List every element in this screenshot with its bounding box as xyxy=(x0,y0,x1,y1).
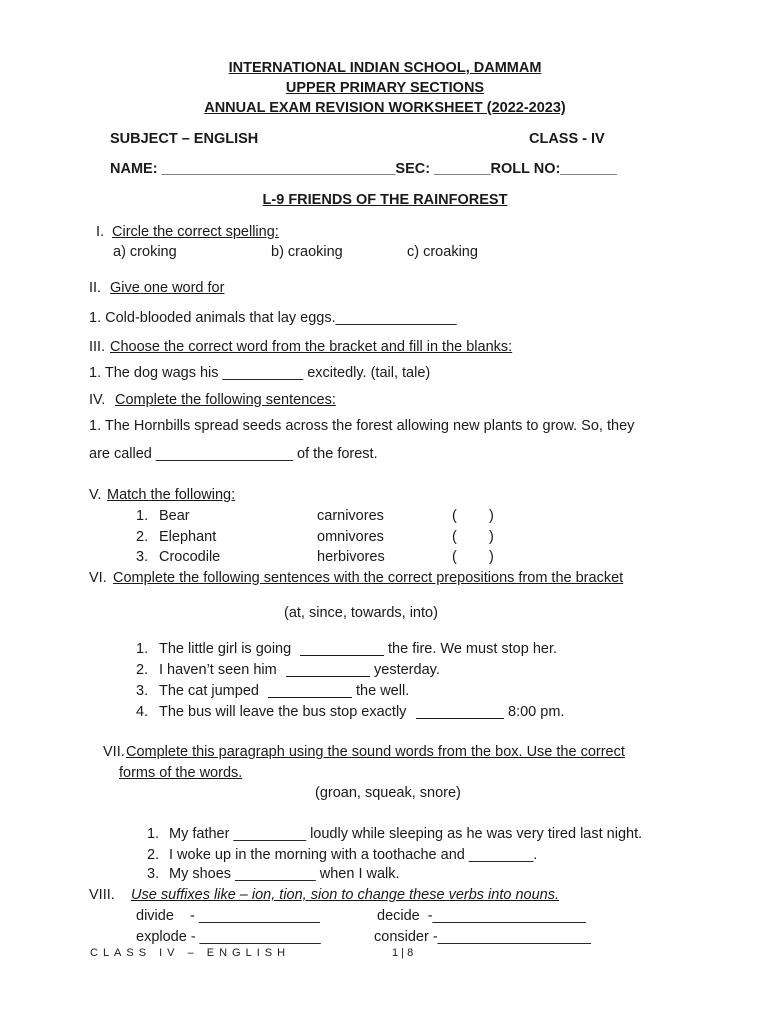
match-number: 1. xyxy=(136,508,149,524)
q6-number: VI. xyxy=(89,570,107,586)
q6-item-text-after: yesterday. xyxy=(370,662,440,678)
q7-item-number: 2. xyxy=(147,847,160,863)
q6-item-text-after: the well. xyxy=(352,683,410,699)
q5-title: Match the following: xyxy=(107,487,236,503)
subject-label: SUBJECT – ENGLISH xyxy=(110,131,259,147)
name-sec-roll-line: NAME: _____________________________SEC: _______ROLL NO:_______ xyxy=(110,161,617,177)
q8-title: Use suffixes like – ion, tion, sion to change these verbs into nouns. xyxy=(131,887,559,903)
footer-class-subject: CLASS IV – ENGLISH xyxy=(90,947,291,959)
q6-item-text-before: I haven’t seen him xyxy=(159,662,281,678)
q3-item-1: 1. The dog wags his __________ excitedly. (tail, tale) xyxy=(89,365,431,381)
footer-page-number: 1 | 8 xyxy=(392,947,414,959)
q8-row-2-left: explode - _______________ xyxy=(136,929,321,945)
q2-title: Give one word for xyxy=(110,280,225,296)
q6-item-text-after: 8:00 pm. xyxy=(504,704,565,720)
q7-item-text: My shoes __________ when I walk. xyxy=(169,866,400,882)
q7-title-line-1: Complete this paragraph using the sound words from the box. Use the correct xyxy=(126,744,625,760)
match-left-item: Bear xyxy=(159,508,190,524)
q1-title: Circle the correct spelling: xyxy=(112,224,279,240)
q4-number: IV. xyxy=(89,392,106,408)
q6-answer-blank xyxy=(416,718,504,719)
lesson-title: L-9 FRIENDS OF THE RAINFOREST xyxy=(262,192,508,208)
match-answer-parens: ( ) xyxy=(452,508,494,524)
q7-number: VII. xyxy=(103,744,125,760)
section-name: UPPER PRIMARY SECTIONS xyxy=(285,80,485,96)
q4-title: Complete the following sentences: xyxy=(115,392,336,408)
q6-title: Complete the following sentences with the correct prepositions from the bracket xyxy=(113,570,624,586)
q1-number: I. xyxy=(96,224,105,240)
q6-item-number: 2. xyxy=(136,662,149,678)
q4-line-2: are called _________________ of the forest. xyxy=(89,446,378,462)
worksheet-title: ANNUAL EXAM REVISION WORKSHEET (2022-2023) xyxy=(204,100,566,116)
match-answer-parens: ( ) xyxy=(452,529,494,545)
q2-number: II. xyxy=(89,280,102,296)
q6-answer-blank xyxy=(268,697,352,698)
q8-row-1-right: decide -___________________ xyxy=(377,908,586,924)
q6-item-text-before: The cat jumped xyxy=(159,683,263,699)
school-name: INTERNATIONAL INDIAN SCHOOL, DAMMAM xyxy=(228,60,542,76)
q5-number: V. xyxy=(89,487,102,503)
match-right-item: carnivores xyxy=(317,508,384,524)
q6-item-number: 4. xyxy=(136,704,149,720)
q6-item-text-after: the fire. We must stop her. xyxy=(384,641,558,657)
q7-item-number: 3. xyxy=(147,866,160,882)
class-label: CLASS - IV xyxy=(529,131,605,147)
match-right-item: omnivores xyxy=(317,529,384,545)
q7-item-number: 1. xyxy=(147,826,160,842)
q2-item-1: 1. Cold-blooded animals that lay eggs._______________ xyxy=(89,310,457,326)
match-right-item: herbivores xyxy=(317,549,385,565)
q6-item-number: 3. xyxy=(136,683,149,699)
q3-title: Choose the correct word from the bracket and fill in the blanks: xyxy=(110,339,513,355)
q3-number: III. xyxy=(89,339,106,355)
match-left-item: Crocodile xyxy=(159,549,221,565)
q8-row-1-left: divide - _______________ xyxy=(136,908,320,924)
match-number: 2. xyxy=(136,529,149,545)
q7-item-text: I woke up in the morning with a toothache and ________. xyxy=(169,847,538,863)
q6-item-number: 1. xyxy=(136,641,149,657)
q1-option-c: c) croaking xyxy=(407,244,478,260)
q7-title-line-2: forms of the words. xyxy=(119,765,243,781)
q6-options: (at, since, towards, into) xyxy=(284,605,438,621)
q7-item-text: My father _________ loudly while sleeping as he was very tired last night. xyxy=(169,826,643,842)
match-answer-parens: ( ) xyxy=(452,549,494,565)
q6-answer-blank xyxy=(300,655,384,656)
match-left-item: Elephant xyxy=(159,529,217,545)
match-number: 3. xyxy=(136,549,149,565)
q6-item-text-before: The little girl is going xyxy=(159,641,296,657)
q4-line-1: 1. The Hornbills spread seeds across the forest allowing new plants to grow. So, they xyxy=(89,418,635,434)
q8-row-2-right: consider -___________________ xyxy=(374,929,591,945)
q1-option-b: b) craoking xyxy=(271,244,343,260)
q7-options: (groan, squeak, snore) xyxy=(315,785,461,801)
q6-answer-blank xyxy=(286,676,370,677)
q8-number: VIII. xyxy=(89,887,115,903)
q1-option-a: a) croking xyxy=(113,244,177,260)
q6-item-text-before: The bus will leave the bus stop exactly xyxy=(159,704,407,720)
